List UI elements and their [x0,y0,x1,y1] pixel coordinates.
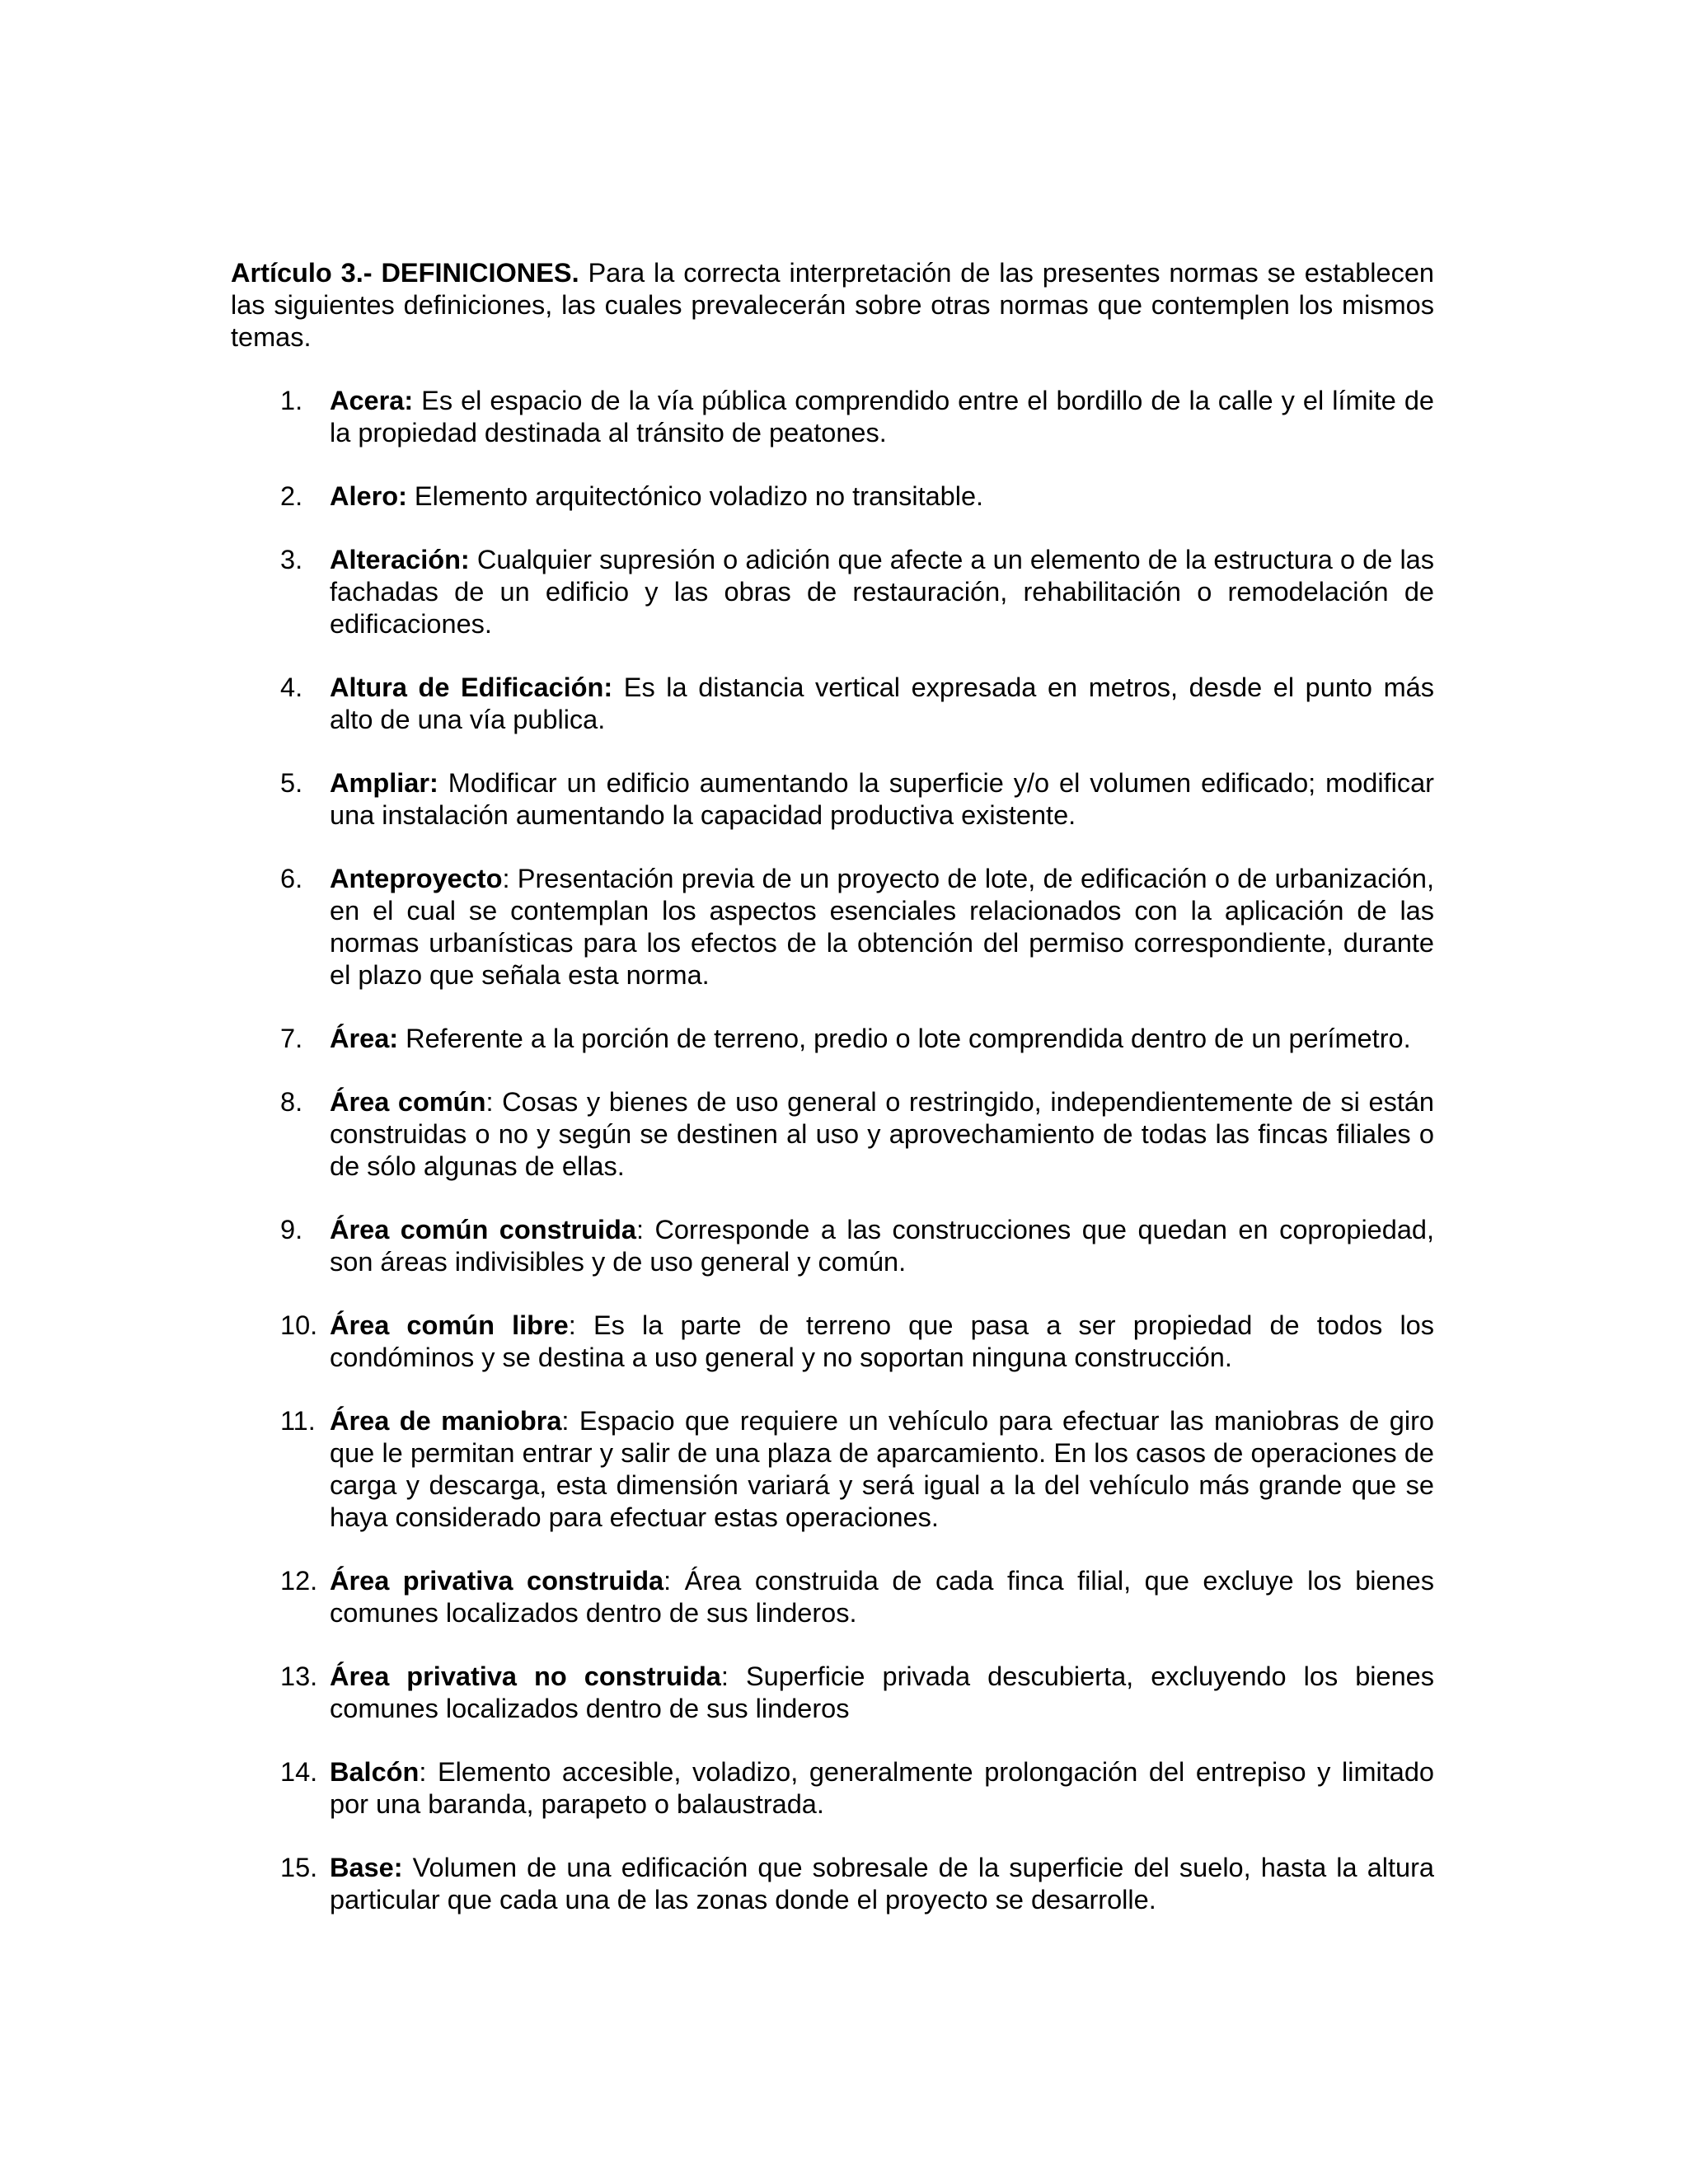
definition-text: Es el espacio de la vía pública comprendido entre el bordillo de la calle y el límite de la propiedad destinada al tránsito de peatones. [330,386,1434,448]
definition-item [231,1086,1434,1183]
document-body [231,257,1434,1947]
definition-number: 6. [280,864,303,893]
definition-term: Área privativa no construida [330,1661,721,1691]
definition-item [231,1214,1434,1278]
definition-number: 5. [280,768,303,798]
definition-item [231,385,1434,449]
definitions-list [231,385,1434,1916]
definition-term: Altura de Edificación: [330,673,613,702]
definition-text: Es la distancia vertical expresada en metros, desde el punto más alto de una vía publica. [330,673,1434,734]
definition-number: 4. [280,673,303,702]
definition-text: Elemento arquitectónico voladizo no transitable. [406,481,984,511]
definition-item [231,1023,1434,1055]
article-intro [231,257,1434,354]
definition-text: : Cosas y bienes de uso general o restringido, independientemente de si están construidas o no y según se destinen al uso y aprovechamiento de todas las fincas filiales o de sólo algunas de ellas. [330,1087,1435,1181]
definition-item [231,1565,1434,1629]
definition-term: Balcón [330,1757,420,1787]
definition-term: Área privativa construida [330,1566,664,1596]
definition-text: Referente a la porción de terreno, predio o lote comprendida dentro de un perímetro. [398,1024,1411,1053]
definition-number: 15. [280,1853,318,1882]
definition-number: 9. [280,1215,303,1244]
definition-item [231,1756,1434,1821]
definition-term: Alero: [330,481,407,511]
definition-text: : Área construida de cada finca filial, que excluye los bienes comunes localizados dentro de sus linderos. [330,1566,1434,1628]
definition-number: 14. [280,1757,318,1787]
definition-item [231,767,1434,832]
definition-text: Volumen de una edificación que sobresale de la superficie del suelo, hasta la altura particular que cada una de las zonas donde el proyecto se desarrolle. [330,1853,1434,1915]
definition-number: 7. [280,1024,303,1053]
definition-term: Acera: [330,386,414,415]
definition-term: Área común construida [330,1215,636,1244]
article-intro-text: Para la correcta interpretación de las presentes normas se establecen las siguientes definiciones, las cuales prevalecerán sobre otras normas que contemplen los mismos temas. [231,258,1434,352]
definition-text: Modificar un edificio aumentando la superficie y/o el volumen edificado; modificar una instalación aumentando la capacidad productiva existente. [330,768,1434,830]
definition-term: Área: [330,1024,399,1053]
definition-number: 10. [280,1310,318,1340]
definition-number: 3. [280,545,303,574]
article-heading: Artículo 3.- DEFINICIONES. [231,258,579,288]
definition-number: 12. [280,1566,318,1596]
definition-term: Área de maniobra [330,1406,562,1436]
definition-number: 13. [280,1661,318,1691]
definition-item [231,480,1434,513]
definition-item [231,544,1434,640]
definition-number: 2. [280,481,303,511]
definition-term: Área común libre [330,1310,569,1340]
definition-term: Anteproyecto [330,864,503,893]
definition-text: : Es la parte de terreno que pasa a ser propiedad de todos los condóminos y se destina a uso general y no soportan ninguna construcción. [330,1310,1434,1372]
definition-term: Base: [330,1853,403,1882]
definition-number: 8. [280,1087,303,1117]
definition-number: 11. [280,1406,316,1436]
definition-text: : Corresponde a las construcciones que quedan en copropiedad, son áreas indivisibles y de uso general y común. [330,1215,1434,1277]
definition-text: : Espacio que requiere un vehículo para efectuar las maniobras de giro que le permitan entrar y salir de una plaza de aparcamiento. En los casos de operaciones de carga y descarga, esta dimensión variará y será igual a la del vehículo más grande que se haya considerado para efectuar estas operaciones. [330,1406,1434,1532]
definition-item [231,1661,1434,1725]
definition-term: Alteración: [330,545,470,574]
definition-item [231,672,1434,736]
definition-term: Área común [330,1087,486,1117]
definition-term: Ampliar: [330,768,438,798]
definition-number: 1. [280,386,303,415]
definition-item [231,1405,1434,1534]
definition-text: : Elemento accesible, voladizo, generalmente prolongación del entrepiso y limitado por una baranda, parapeto o balaustrada. [330,1757,1434,1819]
definition-item [231,1310,1434,1374]
definition-item [231,863,1434,991]
definition-text: Cualquier supresión o adición que afecte a un elemento de la estructura o de las fachadas de un edificio y las obras de restauración, rehabilitación o remodelación de edificaciones. [330,545,1434,639]
definition-text: : Superficie privada descubierta, excluyendo los bienes comunes localizados dentro de sus linderos [330,1661,1434,1723]
definition-item [231,1852,1434,1916]
definition-text: : Presentación previa de un proyecto de lote, de edificación o de urbanización, en el cual se contemplan los aspectos esenciales relacionados con la aplicación de las normas urbanísticas para los efectos de la obtención del permiso correspondiente, durante el plazo que señala esta norma. [330,864,1434,990]
